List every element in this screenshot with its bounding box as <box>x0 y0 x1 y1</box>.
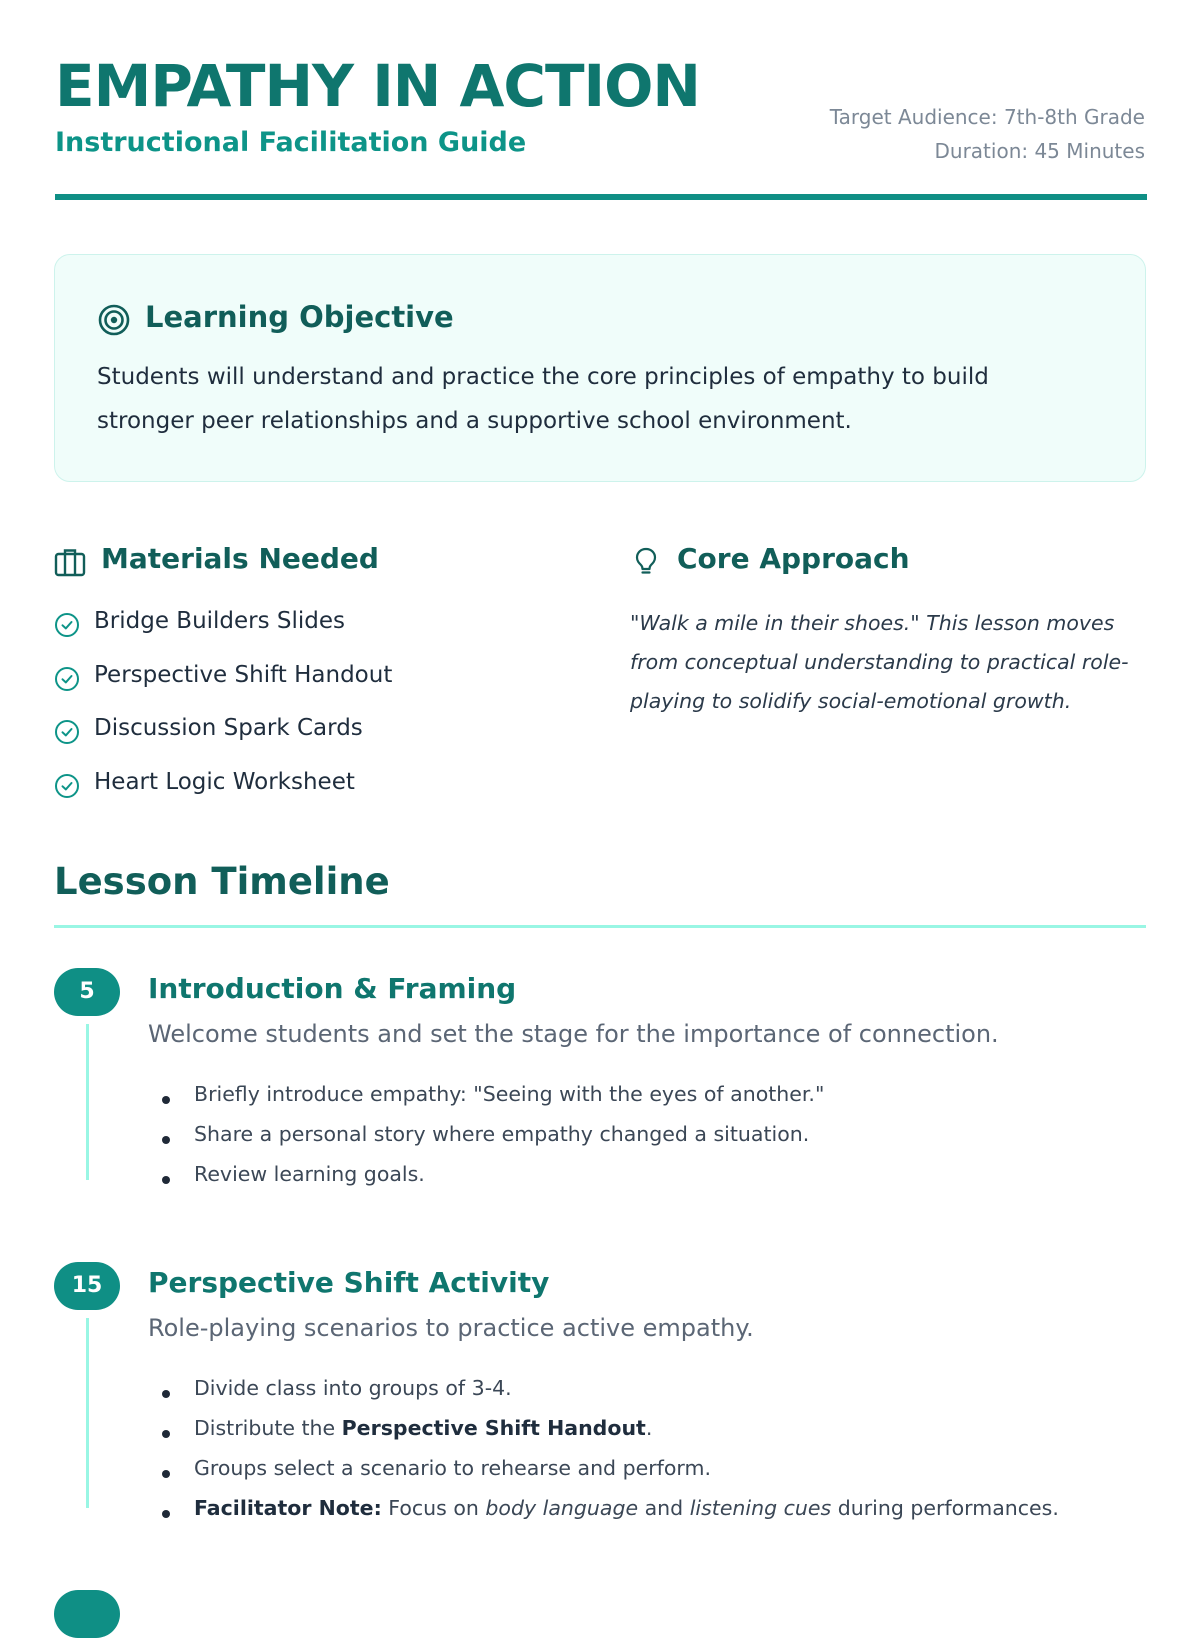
timeline-connector <box>86 1024 89 1180</box>
page-header <box>55 52 1145 202</box>
objective-text: Students will understand and practice the core principles of empathy to build stronger peer relationships and a supportive school environment. <box>97 364 989 434</box>
page-title: EMPATHY IN ACTION <box>55 52 700 120</box>
timeline-connector <box>86 1318 89 1508</box>
learning-objective-card <box>54 254 1146 482</box>
timeline-divider <box>54 925 1146 928</box>
material-label: Heart Logic Worksheet <box>94 768 355 795</box>
check-circle-icon <box>54 612 80 638</box>
bullet-text: Briefly introduce empathy: "Seeing with the eyes of another." <box>194 1082 825 1106</box>
minutes-badge: 5 <box>54 968 120 1016</box>
facilitator-note: Facilitator Note: Focus on body language and listening cues during performances. <box>194 1496 1059 1520</box>
bullet-text: Share a personal story where empathy changed a situation. <box>194 1122 810 1146</box>
material-label: Perspective Shift Handout <box>94 661 393 688</box>
briefcase-icon <box>54 546 86 578</box>
objective-title: Learning Objective <box>145 300 454 334</box>
target-audience: Target Audience: 7th-8th Grade <box>829 105 1145 129</box>
check-circle-icon <box>54 719 80 745</box>
materials-title: Materials Needed <box>101 542 379 575</box>
target-icon <box>97 303 131 337</box>
material-label: Bridge Builders Slides <box>94 608 346 634</box>
material-label: Discussion Spark Cards <box>94 715 363 741</box>
bullet-text: Divide class into groups of 3-4. <box>194 1376 512 1400</box>
bullet-text: Groups select a scenario to rehearse and perform. <box>194 1456 711 1480</box>
step-title: Perspective Shift Activity <box>148 1266 550 1299</box>
approach-quote: "Walk a mile in their shoes." This lesson moves from conceptual understanding to practical role-playing to solidify social-emotional growth. <box>630 611 1129 713</box>
bullet-text: Review learning goals. <box>194 1162 425 1186</box>
materials-heading <box>54 542 574 582</box>
approach-heading <box>630 542 1150 582</box>
timeline-title: Lesson Timeline <box>54 860 390 903</box>
step-description: Role-playing scenarios to practice active empathy. <box>148 1314 754 1342</box>
bullet-text: Distribute the Perspective Shift Handout. <box>194 1416 653 1440</box>
minutes-badge: 15 <box>54 1262 120 1310</box>
lightbulb-icon <box>630 546 662 578</box>
note-label: Facilitator Note: <box>194 1496 382 1520</box>
approach-title: Core Approach <box>677 542 910 575</box>
step-description: Welcome students and set the stage for the importance of connection. <box>148 1020 999 1048</box>
page-subtitle: Instructional Facilitation Guide <box>55 127 527 158</box>
core-approach-section <box>630 542 1150 713</box>
handout-name: Perspective Shift Handout <box>341 1416 646 1440</box>
lesson-meta <box>830 100 1145 168</box>
materials-section <box>54 542 574 795</box>
lesson-duration: Duration: 45 Minutes <box>934 139 1145 163</box>
step-title: Introduction & Framing <box>148 972 517 1005</box>
check-circle-icon <box>54 773 80 799</box>
header-divider <box>55 194 1147 200</box>
minutes-badge-partial <box>54 1590 120 1638</box>
check-circle-icon <box>54 666 80 692</box>
